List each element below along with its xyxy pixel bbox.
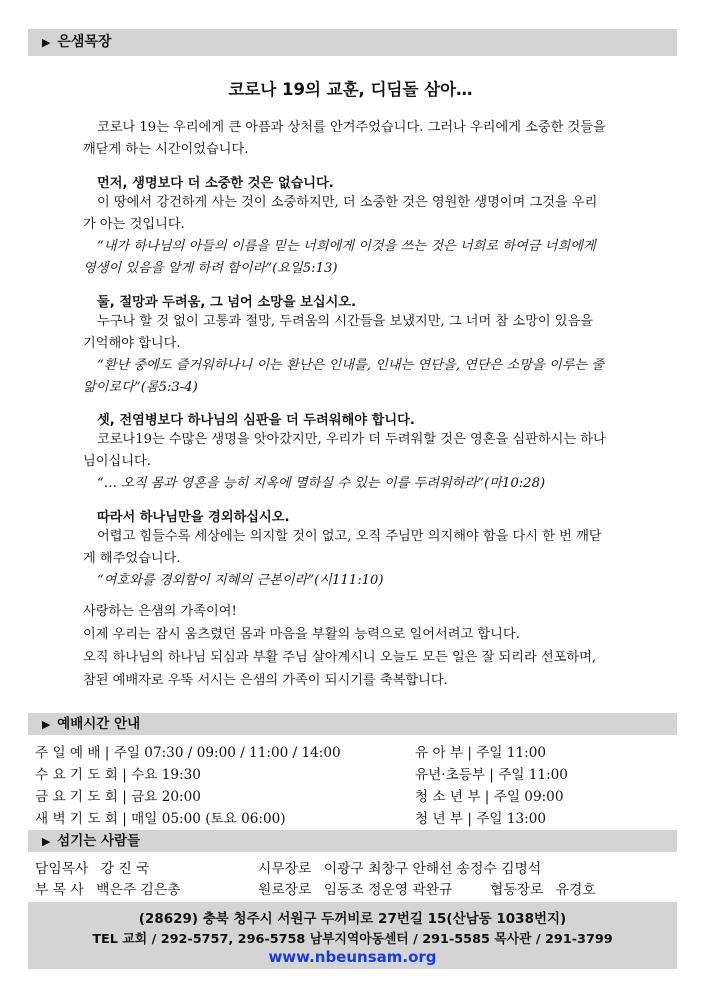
- section-header-eunsam: [28, 29, 677, 56]
- schedule-right: 유 아 부 | 주일 11:00: [415, 745, 547, 761]
- intro-line-2: 깨닫게 하는 시간이었습니다.: [83, 142, 249, 157]
- schedule-left: 주 일 예 배 | 주일 07:30 / 09:00 / 11:00 / 14:00: [35, 745, 341, 761]
- servants-section-title: 섬기는 사람들: [57, 833, 141, 849]
- point-4-line-2: 게 해주었습니다.: [83, 551, 181, 566]
- point-4-line-1: 어렵고 힘들수록 세상에는 의지할 것이 없고, 오직 주님만 의지해야 함을 다시 한 번 깨닫: [97, 529, 602, 544]
- point-1-quote-2: 영생이 있음을 알게 하려 함이라”(요일5:13): [83, 261, 338, 276]
- point-1-body: [83, 192, 617, 280]
- section-header-servants: [28, 830, 677, 852]
- intro-paragraph: [83, 117, 617, 161]
- closing-line-4: 참된 예배자로 우뚝 서시는 은샘의 가족이 되시기를 축복합니다.: [83, 673, 448, 688]
- point-2-line-2: 기억해야 합니다.: [83, 336, 181, 351]
- schedule-left: 새 벽 기 도 회 | 매일 05:00 (토요 06:00): [35, 811, 286, 827]
- point-4-body: [83, 526, 617, 592]
- senior-pastor-name: 강 진 국: [100, 861, 150, 877]
- schedule-right: 청 소 년 부 | 주일 09:00: [415, 789, 564, 805]
- point-3-line-2: 님이십니다.: [83, 454, 151, 469]
- triangle-marker-icon: ▶: [42, 835, 51, 848]
- church-address: (28629) 충북 청주시 서원구 두꺼비로 27번길 15(산남동 1038번지): [138, 911, 567, 927]
- point-1-quote-1: “내가 하나님의 아들의 이름을 믿는 너희에게 이것을 쓰는 것은 너희로 하여금 너희에게: [97, 239, 596, 254]
- ordained-elders-label: 시무장로: [258, 861, 312, 877]
- intro-line-1: 코로나 19는 우리에게 큰 아픔과 상처를 안겨주었습니다. 그러나 우리에게 소중한 것들을: [97, 120, 606, 135]
- associate-label: 부 목 사: [35, 882, 84, 898]
- point-3-heading: 셋, 전염병보다 하나님의 심판을 더 두려워해야 합니다.: [97, 413, 415, 428]
- point-2-line-1: 누구나 할 것 없이 고통과 절망, 두려움의 시간들을 보냈지만, 그 너머 참 소망이 있음을: [97, 314, 594, 329]
- point-2-body: [83, 311, 617, 399]
- schedule-left: 금 요 기 도 회 | 금요 20:00: [35, 789, 201, 805]
- triangle-marker-icon: ▶: [42, 718, 51, 731]
- church-phone-numbers: TEL 교회 / 292-5757, 296-5758 남부지역아동센터 / 291-5585 목사관 / 291-3799: [92, 932, 613, 947]
- ordained-elders: [258, 857, 541, 877]
- section-header-worship: [28, 713, 677, 735]
- schedule-right: 유년·초등부 | 주일 11:00: [415, 767, 568, 783]
- church-website-link[interactable]: www.nbeunsam.org: [268, 948, 437, 966]
- closing-line-3: 오직 하나님의 하나님 되심과 부활 주님 살아계시니 오늘도 모든 일은 잘 되리라 선포하며,: [83, 650, 597, 665]
- cooperating-elder-name: 유경호: [555, 882, 596, 898]
- point-1-heading: 먼저, 생명보다 더 소중한 것은 없습니다.: [97, 176, 334, 191]
- church-contact-footer: [28, 902, 677, 969]
- point-3-body: [83, 429, 617, 495]
- point-1-line-2: 가 아는 것입니다.: [83, 217, 185, 232]
- elders-emeritus: [258, 878, 452, 898]
- article-title: 코로나 19의 교훈, 디딤돌 삼아…: [228, 80, 473, 99]
- cooperating-elder: [490, 878, 596, 898]
- elders-emeritus-label: 원로장로: [258, 882, 312, 898]
- cooperating-elder-label: 협동장로: [490, 882, 544, 898]
- senior-pastor: [35, 857, 149, 877]
- worship-section-title: 예배시간 안내: [57, 716, 141, 732]
- point-1-line-1: 이 땅에서 강건하게 사는 것이 소중하지만, 더 소중한 것은 영원한 생명이며 그것을 우리: [97, 195, 598, 210]
- closing-line-1: 사랑하는 은샘의 가족이여!: [83, 604, 237, 619]
- senior-pastor-label: 담임목사: [35, 861, 89, 877]
- associate-names: 백은주 김은총: [96, 882, 181, 898]
- section-title: 은샘목장: [57, 34, 112, 50]
- closing-line-2: 이제 우리는 잠시 움츠렸던 몸과 마음을 부활의 능력으로 일어서려고 합니다.: [83, 627, 520, 642]
- triangle-marker-icon: ▶: [42, 36, 51, 49]
- point-2-heading: 둘, 절망과 두려움, 그 넘어 소망을 보십시오.: [97, 295, 357, 310]
- associate-pastors: [35, 878, 181, 898]
- point-4-heading: 따라서 하나님만을 경외하십시오.: [97, 510, 290, 525]
- point-3-line-1: 코로나19는 수많은 생명을 앗아갔지만, 우리가 더 두려워할 것은 영혼을 심판하시는 하나: [97, 432, 606, 447]
- point-4-quote-1: “여호와를 경외함이 지혜의 근본이라”(시111:10): [97, 573, 384, 588]
- elders-emeritus-names: 임동조 정운영 곽완규: [323, 882, 453, 898]
- point-2-quote-1: “환난 중에도 즐거워하나니 이는 환난은 인내를, 인내는 연단을, 연단은 소망을 이루는 줄: [97, 358, 605, 373]
- closing-paragraph: [83, 600, 643, 692]
- ordained-elders-names: 이광구 최창구 안해선 송정수 김명석: [323, 861, 542, 877]
- schedule-right: 청 년 부 | 주일 13:00: [415, 811, 547, 827]
- point-3-quote-1: “… 오직 몸과 영혼을 능히 지옥에 멸하실 수 있는 이를 두려워하라”(마10:28): [97, 476, 546, 491]
- schedule-left: 수 요 기 도 회 | 수요 19:30: [35, 767, 201, 783]
- point-2-quote-2: 앎이로다”(롬5:3-4): [83, 380, 198, 395]
